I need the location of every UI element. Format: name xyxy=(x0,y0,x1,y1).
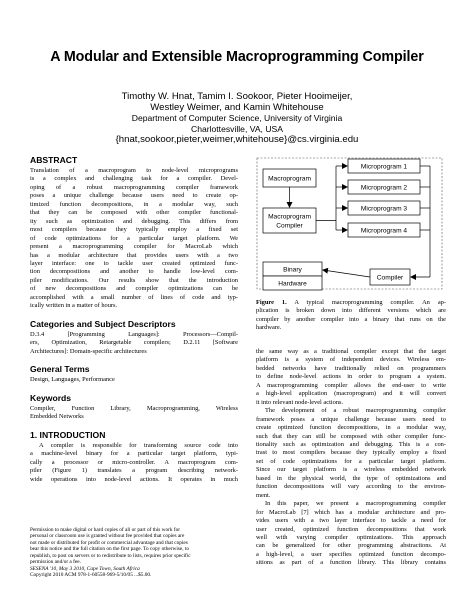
abstract-line: of new decompositions and compiler optimizations can be xyxy=(30,285,238,293)
macroprogram-compiler-label-2: Compiler xyxy=(276,222,303,230)
compiler-label: Compiler xyxy=(376,274,404,282)
abstract-heading: ABSTRACT xyxy=(30,155,78,165)
body-line: user created, optimized function decompositions that work xyxy=(256,525,446,533)
body-line: can be generalized for other programming abstractions. At xyxy=(256,542,446,550)
body-line: A macroprogramming compiler allows the end-user to write xyxy=(256,381,446,389)
keywords-line: Compiler, Function Library, Macroprogramming, Wireless xyxy=(30,405,238,412)
keywords-line: Embedded Networks xyxy=(30,413,84,421)
body-line: well with varying compiler optimizations. This approach xyxy=(256,533,446,541)
right-column-body xyxy=(256,348,446,568)
permission-line: bear this notice and the full citation on the first page. To copy otherwise, to xyxy=(30,546,189,553)
microprogram-1-label: Microprogram 1 xyxy=(360,163,408,171)
body-line: tionality such as optimization and debugging. This is a con- xyxy=(256,440,446,448)
abstract-line: ically written in a matter of hours. xyxy=(30,302,118,310)
body-line: for MacroLab [7] which has a modular architecture and pro- xyxy=(256,508,446,516)
author-emails: {hnat,sookoor,pieter,weimer,whitehouse}@cs.virginia.edu xyxy=(115,134,359,145)
body-line: In this paper, we present a macroprogramming compiler xyxy=(265,500,446,508)
copyright-line: Copyright 2010 ACM 978-1-60558-969-5/10/05 ...$5.00. xyxy=(30,572,152,579)
general-terms-heading: General Terms xyxy=(30,364,90,374)
abstract-line: piler modifications. Our results show that the introduction xyxy=(30,276,238,284)
keywords-heading: Keywords xyxy=(30,393,72,403)
paper-title: A Modular and Extensible Macroprogramming Compiler xyxy=(50,49,424,65)
permission-line: not made or distributed for profit or commercial advantage and that copies xyxy=(30,539,188,546)
permission-line: personal or classroom use is granted without fee provided that copies are xyxy=(30,533,185,540)
body-line: framework poses a unique challenge because users need to xyxy=(256,415,446,423)
abstract-line: most compilers because they typically employ a fixed set xyxy=(30,226,238,234)
hardware-label: Hardware xyxy=(278,280,307,288)
caption-label: Figure 1. xyxy=(256,299,287,306)
body-line: the same way as a traditional compiler except that the target xyxy=(256,348,446,355)
categories-heading: Categories and Subject Descriptors xyxy=(30,319,176,329)
abstract-line: tion decompositions and another to handle low-level com- xyxy=(30,268,238,276)
caption-line: hardware. xyxy=(256,324,282,332)
body-line: vides users with a two layer interface to tackle a need for xyxy=(256,517,446,525)
abstract-line: is a complex and challenging task for a compiler. Devel- xyxy=(30,175,238,183)
body-line: a high-level application (macroprogram) and it will convert xyxy=(256,390,446,398)
categories-line: D.3.4 [Programming Languages]: Processors—Compil- xyxy=(30,331,238,338)
microprogram-2-label: Microprogram 2 xyxy=(360,184,408,192)
body-line: set of code optimizations for a particular target platform. xyxy=(256,457,446,465)
arrow-to-binary xyxy=(323,270,370,277)
figure-1-diagram xyxy=(254,155,454,295)
binary-label: Binary xyxy=(283,266,302,274)
permission-line: Permission to make digital or hard copies of all or part of this work for xyxy=(30,527,181,533)
caption-line: plication is broken down into different versions which are xyxy=(256,307,446,315)
body-line: it into relevant node-level actions. xyxy=(256,398,344,406)
categories-line: ers, Optimization, Retargetable compilers; D.2.11 [Software xyxy=(30,339,238,347)
permission-notice xyxy=(30,527,238,579)
intro-line: a machine-level binary for a particular target platform, typi- xyxy=(30,450,238,458)
general-terms-body: Design, Languages, Performance xyxy=(30,376,115,383)
figure-1-caption xyxy=(256,299,446,333)
abstract-line: ity such as optimization and debugging. This differs from xyxy=(30,217,238,225)
categories-body xyxy=(30,331,238,356)
body-line: ment. xyxy=(256,491,271,499)
body-line: based in the physical world, the type of optimizations and xyxy=(256,474,446,482)
abstract-line: accomplished with a small number of lines of code and typ- xyxy=(30,293,238,301)
permission-line: permission and/or a fee. xyxy=(30,559,81,566)
microprogram-4-label: Microprogram 4 xyxy=(360,227,408,235)
microprogram-3-label: Microprogram 3 xyxy=(360,205,408,213)
abstract-line: timized function decompositions, in a modular way, such xyxy=(30,200,238,208)
body-line: The development of a robust macroprogramming compiler xyxy=(265,407,446,415)
author-block xyxy=(0,91,474,145)
macroprogram-compiler-label-1: Macroprogram xyxy=(268,213,311,221)
introduction-heading: 1. INTRODUCTION xyxy=(30,430,106,440)
body-line: to define node-level actions in order to program a system. xyxy=(256,373,446,381)
intro-line: piler (Figure 1) translates a program describing network- xyxy=(30,467,238,475)
intro-line: cally a processor or micro-controller. A macroprogram com- xyxy=(30,458,238,466)
intro-line: A compiler is responsible for transforming source code into xyxy=(39,442,238,449)
body-line: sitions as part of a function library. This library contains xyxy=(256,559,446,567)
abstract-line: poses a unique challenge because users need to create op- xyxy=(30,192,238,200)
caption-line: compiler by another compiler into a binary that runs on the xyxy=(256,315,446,323)
body-line: trast to most compilers because they typically employ a fixed xyxy=(256,449,446,457)
abstract-line: oping of a robust macroprogramming compiler framework xyxy=(30,183,238,191)
introduction-body xyxy=(30,442,238,484)
body-line: Since our target platform is a wireless embedded network xyxy=(256,466,446,474)
authors-line-1: Timothy W. Hnat, Tamim I. Sookoor, Pieter Hooimeijer, xyxy=(121,91,353,102)
abstract-line: Translation of a macroprogram to node-level microprograms xyxy=(30,167,238,174)
abstract-line: that they can be composed with other compiler functional- xyxy=(30,209,238,217)
body-line: such that they can still be composed with other compiler func- xyxy=(256,432,446,440)
body-line: platform is a system of independent devices. Wireless em- xyxy=(256,356,446,364)
permission-line: republish, to post on servers or to redistribute to lists, requires prior specific xyxy=(30,552,191,559)
body-line: create optimized function decompositions, in a modular way, xyxy=(256,424,446,432)
abstract-line: has a modular architecture that provides users with a two xyxy=(30,251,238,259)
categories-line: Architectures]: Domain-specific architectures xyxy=(30,347,147,355)
body-line: a high-level, a user specifies optimized function decompo- xyxy=(256,550,446,558)
authors-line-2: Westley Weimer, and Kamin Whitehouse xyxy=(150,102,324,114)
abstract-line: present a macroprogramming compiler for MacroLab which xyxy=(30,243,238,251)
intro-line: wide operations into node-level actions. It operates in much xyxy=(30,475,238,483)
caption-text: A typical macroprogramming compiler. An ap- xyxy=(294,299,446,306)
body-line: function decompositions will vary according to the environ- xyxy=(256,483,446,491)
body-line: bedded networks have traditionally relied on programmers xyxy=(256,364,446,372)
venue-line: SESENA '10, May 3 2010, Cape Town, South Africa xyxy=(30,565,140,572)
abstract-line: of code optimizations for a particular target platform. We xyxy=(30,234,238,242)
abstract-line: layer interface: one to tackle user created optimized func- xyxy=(30,259,238,267)
abstract-body xyxy=(30,167,238,311)
macroprogram-label: Macroprogram xyxy=(268,175,311,183)
keywords-body xyxy=(30,405,238,422)
affiliation-line-2: Charlottesville, VA, USA xyxy=(190,123,284,134)
affiliation-line-1: Department of Computer Science, University of Virginia xyxy=(131,113,343,124)
